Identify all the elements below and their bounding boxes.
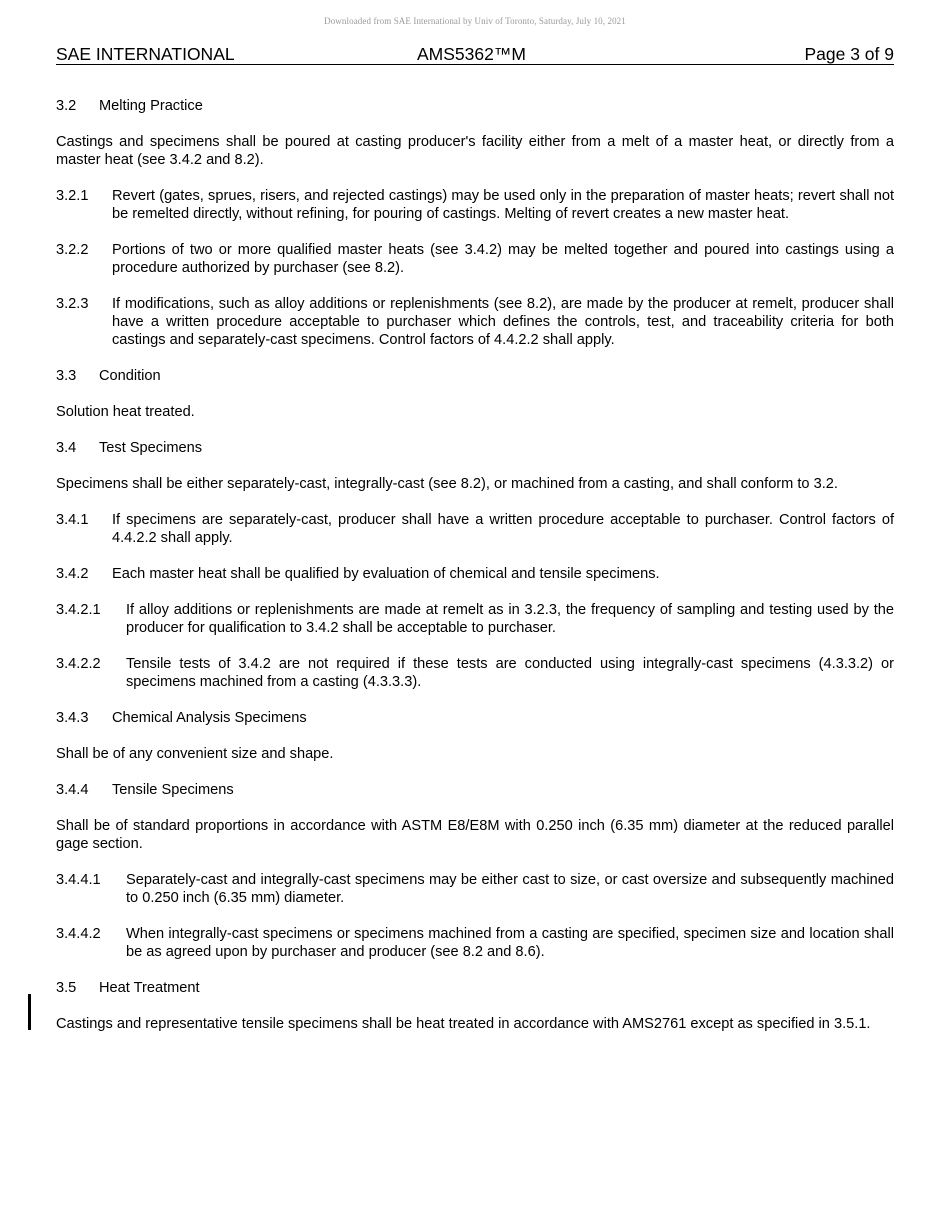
clause-number: 3.4.2.2 (56, 656, 101, 672)
revision-change-bar (28, 994, 31, 1030)
section-title: Chemical Analysis Specimens (112, 710, 307, 726)
section-number: 3.4.3 (56, 710, 89, 726)
download-watermark: Downloaded from SAE International by Univ of Toronto, Saturday, July 10, 2021 (324, 16, 626, 26)
paragraph: Solution heat treated. (56, 404, 195, 420)
section-heading (56, 367, 894, 385)
document-body (56, 97, 894, 1051)
section-title: Test Specimens (99, 440, 203, 456)
clause-number: 3.4.4.1 (56, 872, 101, 888)
section-heading (56, 781, 894, 799)
numbered-clause (56, 871, 894, 907)
paragraph: Castings and representative tensile specimens shall be heat treated in accordance with AMS2761 except as specified in 3.5.1. (56, 1016, 871, 1032)
section-heading (56, 439, 894, 457)
clause-text: Each master heat shall be qualified by evaluation of chemical and tensile specimens. (112, 566, 660, 582)
numbered-clause (56, 295, 894, 349)
paragraph: Shall be of standard proportions in accordance with ASTM E8/E8M with 0.250 inch (6.35 mm) diameter at the reduced parallel gage section. (56, 818, 894, 852)
numbered-clause (56, 511, 894, 547)
section-title: Condition (99, 368, 161, 384)
clause-text: Tensile tests of 3.4.2 are not required if these tests are conducted using integrally-cast specimens (4.3.3.2) or specimens machined from a casting (4.3.3.3). (126, 656, 894, 690)
clause-text: Portions of two or more qualified master heats (see 3.4.2) may be melted together and poured into castings using a procedure authorized by purchaser (see 8.2). (112, 242, 894, 276)
page-header (56, 44, 894, 65)
numbered-clause (56, 601, 894, 637)
paragraph: Specimens shall be either separately-cast, integrally-cast (see 8.2), or machined from a casting, and shall conform to 3.2. (56, 476, 838, 492)
clause-number: 3.2.1 (56, 188, 89, 204)
clause-number: 3.2.2 (56, 242, 89, 258)
numbered-clause (56, 925, 894, 961)
clause-text: If alloy additions or replenishments are made at remelt as in 3.2.3, the frequency of sampling and testing used by the producer for qualification to 3.4.2 shall be acceptable to purchaser. (126, 602, 894, 636)
section-number: 3.4 (56, 440, 77, 456)
header-doc-id: AMS5362™M (417, 44, 526, 64)
clause-number: 3.4.1 (56, 512, 89, 528)
section-heading (56, 979, 894, 997)
header-page-number: Page 3 of 9 (804, 44, 894, 64)
clause-number: 3.4.2 (56, 566, 89, 582)
clause-number: 3.4.4.2 (56, 926, 101, 942)
section-heading (56, 97, 894, 115)
paragraph: Shall be of any convenient size and shape. (56, 746, 334, 762)
header-org: SAE INTERNATIONAL (56, 44, 235, 64)
section-number: 3.4.4 (56, 782, 89, 798)
section-number: 3.5 (56, 980, 77, 996)
section-title: Melting Practice (99, 98, 203, 114)
clause-text: Separately-cast and integrally-cast specimens may be either cast to size, or cast oversize and subsequently machined to 0.250 inch (6.35 mm) diameter. (126, 872, 894, 906)
section-heading (56, 709, 894, 727)
section-number: 3.3 (56, 368, 77, 384)
numbered-clause (56, 655, 894, 691)
numbered-clause (56, 241, 894, 277)
section-title: Tensile Specimens (112, 782, 234, 798)
clause-text: If specimens are separately-cast, producer shall have a written procedure acceptable to purchaser. Control factors of 4.4.2.2 shall apply. (112, 512, 894, 546)
section-title: Heat Treatment (99, 980, 200, 996)
paragraph: Castings and specimens shall be poured at casting producer's facility either from a melt of a master heat, or directly from a master heat (see 3.4.2 and 8.2). (56, 134, 894, 168)
clause-text: If modifications, such as alloy additions or replenishments (see 8.2), are made by the producer at remelt, producer shall have a written procedure acceptable to purchaser which defines the controls, test, and traceability criteria for both castings and separately-cast specimens. Control factors of 4.4.2.2 shall apply. (112, 296, 894, 348)
clause-text: Revert (gates, sprues, risers, and rejected castings) may be used only in the preparation of master heats; revert shall not be remelted directly, without refining, for pouring of castings. Melting of revert creates a new master heat. (112, 188, 894, 222)
numbered-clause (56, 565, 894, 583)
section-number: 3.2 (56, 98, 77, 114)
numbered-clause (56, 187, 894, 223)
clause-text: When integrally-cast specimens or specimens machined from a casting are specified, specimen size and location shall be as agreed upon by purchaser and producer (see 8.2 and 8.6). (126, 926, 894, 960)
clause-number: 3.2.3 (56, 296, 89, 312)
clause-number: 3.4.2.1 (56, 602, 101, 618)
